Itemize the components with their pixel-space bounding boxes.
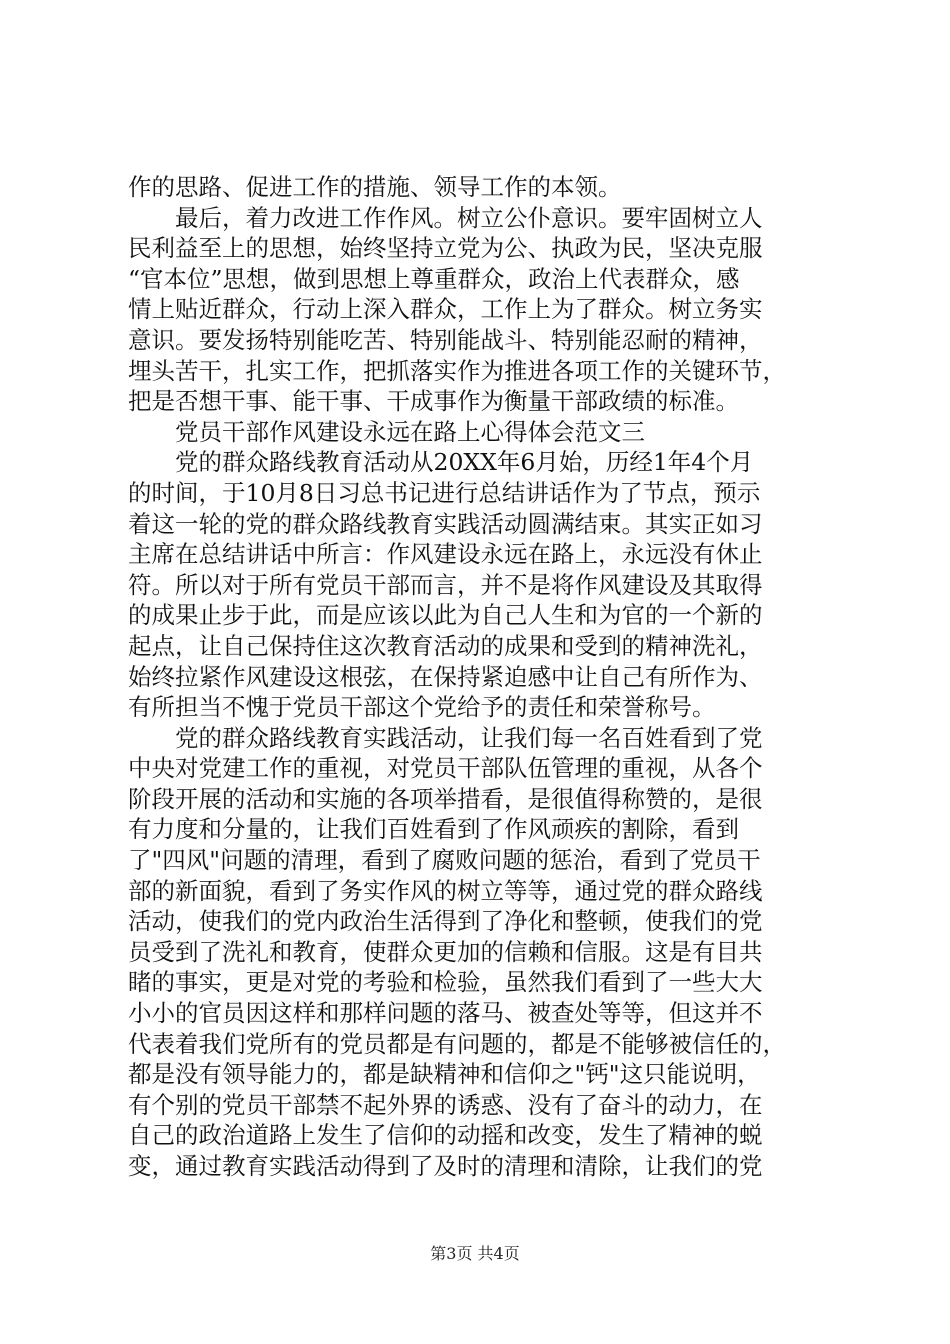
text-line: 党的群众路线教育活动从20XX年6月始，历经1年4个月 [175, 448, 754, 477]
text-line: 自己的政治道路上发生了信仰的动摇和改变，发生了精神的蜕 [128, 1121, 763, 1150]
text-line: 的成果止步于此，而是应该以此为自己人生和为官的一个新的 [128, 601, 763, 630]
text-line: 符。所以对于所有党员干部而言，并不是将作风建设及其取得 [128, 570, 763, 599]
text-line: 最后，着力改进工作作风。树立公仆意识。要牢固树立人 [175, 203, 763, 232]
text-line: 党员干部作风建设永远在路上心得体会范文三 [175, 417, 645, 446]
text-line: 变，通过教育实践活动得到了及时的清理和清除，让我们的党 [128, 1152, 763, 1180]
page-footer: 第3页 共4页 [430, 1244, 520, 1263]
text-line: 阶段开展的活动和实施的各项举措看，是很值得称赞的，是很 [128, 784, 763, 813]
text-line: 的时间，于10月8日习总书记进行总结讲话作为了节点，预示 [128, 478, 761, 507]
text-line: 了"四风"问题的清理，看到了腐败问题的惩治，看到了党员干 [128, 846, 761, 875]
text-line: 作的思路、促进工作的措施、领导工作的本领。 [128, 173, 622, 201]
text-line: 代表着我们党所有的党员都是有问题的，都是不能够被信任的， [128, 1029, 786, 1058]
text-line: 都是没有领导能力的，都是缺精神和信仰之"钙"这只能说明， [128, 1060, 761, 1089]
text-line: “官本位”思想，做到思想上尊重群众，政治上代表群众，感 [128, 264, 740, 293]
text-line: 员受到了洗礼和教育，使群众更加的信赖和信服。这是有目共 [128, 937, 763, 966]
text-line: 主席在总结讲话中所言：作风建设永远在路上，永远没有休止 [128, 540, 763, 569]
text-line: 情上贴近群众，行动上深入群众，工作上为了群众。树立务实 [128, 295, 763, 324]
text-line: 小小的官员因这样和那样问题的落马、被查处等等，但这并不 [128, 999, 763, 1028]
text-line: 部的新面貌，看到了务实作风的树立等等，通过党的群众路线 [128, 876, 763, 905]
text-line: 着这一轮的党的群众路线教育实践活动圆满结束。其实正如习 [128, 509, 763, 538]
text-line: 有力度和分量的，让我们百姓看到了作风顽疾的割除，看到 [128, 815, 739, 844]
text-line: 起点，让自己保持住这次教育活动的成果和受到的精神洗礼， [128, 631, 763, 660]
text-line: 有所担当不愧于党员干部这个党给予的责任和荣誉称号。 [128, 693, 716, 722]
text-line: 有个别的党员干部禁不起外界的诱惑、没有了奋斗的动力，在 [128, 1090, 763, 1119]
text-line: 埋头苦干，扎实工作，把抓落实作为推进各项工作的关键环节， [128, 356, 786, 385]
text-line: 党的群众路线教育实践活动，让我们每一名百姓看到了党 [175, 723, 763, 752]
document-body [128, 172, 834, 1182]
text-line: 始终拉紧作风建设这根弦，在保持紧迫感中让自己有所作为、 [128, 662, 763, 691]
text-line: 把是否想干事、能干事、干成事作为衡量干部政绩的标准。 [128, 387, 739, 416]
text-line: 活动，使我们的党内政治生活得到了净化和整顿，使我们的党 [128, 907, 763, 936]
text-line: 中央对党建工作的重视，对党员干部队伍管理的重视，从各个 [128, 754, 763, 783]
text-line: 意识。要发扬特别能吃苦、特别能战斗、特别能忍耐的精神， [128, 325, 763, 354]
text-line: 睹的事实，更是对党的考验和检验，虽然我们看到了一些大大 [128, 968, 763, 997]
text-line: 民利益至上的思想，始终坚持立党为公、执政为民，坚决克服 [128, 234, 763, 263]
